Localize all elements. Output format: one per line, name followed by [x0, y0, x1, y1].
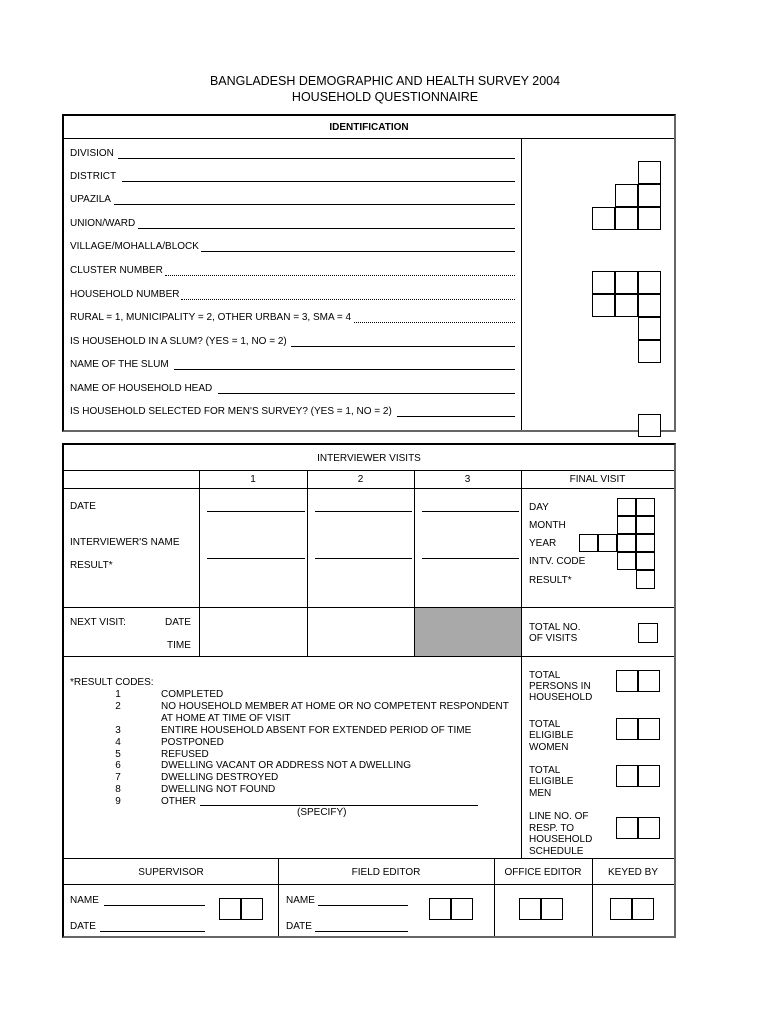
- household-code-box[interactable]: [615, 294, 638, 317]
- cluster-field[interactable]: [165, 275, 515, 276]
- month-box[interactable]: [617, 516, 636, 534]
- total-persons-label-3: HOUSEHOLD: [529, 692, 593, 703]
- upazila-code-box[interactable]: [592, 207, 615, 230]
- day-box[interactable]: [617, 498, 636, 516]
- district-field[interactable]: [122, 181, 515, 182]
- household-code-box[interactable]: [638, 294, 661, 317]
- next-time-label: TIME: [167, 640, 191, 651]
- next-visit-label: NEXT VISIT:: [70, 617, 126, 628]
- district-code-box[interactable]: [615, 184, 638, 207]
- visit3-date-field[interactable]: [422, 511, 519, 512]
- editor-name-field[interactable]: [318, 905, 408, 906]
- office-editor-code-box[interactable]: [541, 898, 563, 920]
- rural-field[interactable]: [354, 322, 515, 323]
- division-code-box[interactable]: [638, 161, 661, 184]
- result-code-text: COMPLETED: [161, 689, 224, 700]
- total-men-box[interactable]: [616, 765, 638, 787]
- total-women-label-3: WOMEN: [529, 742, 569, 753]
- total-persons-label-1: TOTAL: [529, 670, 561, 681]
- total-visits-label-1: TOTAL NO.: [529, 622, 581, 633]
- keyed-by-header: KEYED BY: [607, 867, 659, 878]
- total-women-box[interactable]: [616, 718, 638, 740]
- village-field[interactable]: [201, 251, 515, 252]
- result-code-number: 3: [115, 725, 121, 736]
- result-code-number: 8: [115, 784, 121, 795]
- result-code-text: AT HOME AT TIME OF VISIT: [161, 713, 291, 724]
- slum-label: IS HOUSEHOLD IN A SLUM? (YES = 1, NO = 2): [70, 336, 287, 347]
- result-code-text: DWELLING NOT FOUND: [161, 784, 276, 795]
- rural-label: RURAL = 1, MUNICIPALITY = 2, OTHER URBAN = 3, SMA = 4: [70, 312, 352, 323]
- visit1-name-field[interactable]: [207, 558, 305, 559]
- village-label: VILLAGE/MOHALLA/BLOCK: [70, 241, 199, 252]
- result-row-label: RESULT*: [70, 560, 113, 571]
- line-no-label-3: HOUSEHOLD: [529, 834, 593, 845]
- month-box[interactable]: [636, 516, 655, 534]
- household-code-box[interactable]: [592, 294, 615, 317]
- upazila-code-box[interactable]: [638, 207, 661, 230]
- identification-heading: IDENTIFICATION: [329, 122, 409, 133]
- form-subtitle: HOUSEHOLD QUESTIONNAIRE: [291, 90, 479, 104]
- rural-code-box[interactable]: [638, 317, 661, 340]
- next-date-label: DATE: [165, 617, 191, 628]
- mens-survey-code-box[interactable]: [638, 414, 661, 437]
- supervisor-code-box[interactable]: [241, 898, 263, 920]
- editor-date-label: DATE: [286, 921, 312, 932]
- result-code-number: 1: [115, 689, 121, 700]
- other-specify-field[interactable]: [200, 805, 478, 806]
- day-box[interactable]: [636, 498, 655, 516]
- division-field[interactable]: [118, 158, 515, 159]
- mens-survey-label: IS HOUSEHOLD SELECTED FOR MEN'S SURVEY? (YES = 1, NO = 2): [70, 406, 392, 417]
- total-women-label-2: ELIGIBLE: [529, 730, 574, 741]
- supervisor-date-field[interactable]: [100, 931, 205, 932]
- intv-code-box[interactable]: [617, 552, 636, 570]
- division-label: DIVISION: [70, 148, 114, 159]
- supervisor-header: SUPERVISOR: [138, 867, 204, 878]
- cluster-code-box[interactable]: [638, 271, 661, 294]
- visits-heading: INTERVIEWER VISITS: [317, 453, 421, 464]
- result-code-number: 5: [115, 749, 121, 760]
- year-box[interactable]: [579, 534, 598, 552]
- line-no-box[interactable]: [616, 817, 638, 839]
- supervisor-name-field[interactable]: [104, 905, 205, 906]
- result-code-number: 7: [115, 772, 121, 783]
- head-name-label: NAME OF HOUSEHOLD HEAD: [70, 383, 213, 394]
- form-title: BANGLADESH DEMOGRAPHIC AND HEALTH SURVEY 2004: [209, 74, 561, 88]
- total-persons-box[interactable]: [638, 670, 660, 692]
- total-visits-label-2: OF VISITS: [529, 633, 578, 644]
- result-code-text: DWELLING VACANT OR ADDRESS NOT A DWELLING: [161, 760, 412, 771]
- final-month-label: MONTH: [529, 520, 566, 531]
- total-persons-label-2: PERSONS IN: [529, 681, 591, 692]
- district-label: DISTRICT: [70, 171, 117, 182]
- district-code-box[interactable]: [638, 184, 661, 207]
- result-box[interactable]: [636, 570, 655, 589]
- upazila-code-box[interactable]: [615, 207, 638, 230]
- result-code-text: POSTPONED: [161, 737, 224, 748]
- visit-col-2: 2: [357, 474, 364, 485]
- total-men-label-3: MEN: [529, 788, 552, 799]
- office-editor-code-box[interactable]: [519, 898, 541, 920]
- interviewer-name-label: INTERVIEWER'S NAME: [70, 537, 180, 548]
- field-editor-header: FIELD EDITOR: [351, 867, 421, 878]
- household-number-label: HOUSEHOLD NUMBER: [70, 289, 180, 300]
- slum-field[interactable]: [291, 346, 515, 347]
- intv-code-box[interactable]: [636, 552, 655, 570]
- year-box[interactable]: [617, 534, 636, 552]
- editor-date-field[interactable]: [315, 931, 408, 932]
- household-number-field[interactable]: [181, 299, 515, 300]
- line-no-box[interactable]: [638, 817, 660, 839]
- visit-col-3: 3: [464, 474, 471, 485]
- date-row-label: DATE: [70, 501, 96, 512]
- supervisor-date-label: DATE: [70, 921, 96, 932]
- result-code-number: 6: [115, 760, 121, 771]
- upazila-field[interactable]: [114, 204, 515, 205]
- result-codes-heading: *RESULT CODES:: [70, 677, 154, 688]
- result-code-number: 9: [115, 796, 121, 807]
- visit3-name-field[interactable]: [422, 558, 519, 559]
- line-no-label-1: LINE NO. OF: [529, 811, 589, 822]
- total-men-label-2: ELIGIBLE: [529, 776, 574, 787]
- year-box[interactable]: [636, 534, 655, 552]
- shaded-cell: [415, 608, 521, 656]
- slum-name-label: NAME OF THE SLUM: [70, 359, 169, 370]
- final-day-label: DAY: [529, 502, 549, 513]
- slum-name-field[interactable]: [174, 369, 515, 370]
- visit2-name-field[interactable]: [315, 558, 412, 559]
- result-code-text: OTHER: [161, 796, 196, 807]
- editor-name-label: NAME: [286, 895, 315, 906]
- upazila-label: UPAZILA: [70, 194, 111, 205]
- cluster-code-box[interactable]: [592, 271, 615, 294]
- visit-col-1: 1: [250, 474, 256, 485]
- total-women-label-1: TOTAL: [529, 719, 561, 730]
- total-men-box[interactable]: [638, 765, 660, 787]
- editor-code-box[interactable]: [451, 898, 473, 920]
- specify-label: (SPECIFY): [297, 807, 347, 818]
- final-visit-header: FINAL VISIT: [569, 474, 626, 485]
- keyed-by-code-box[interactable]: [610, 898, 632, 920]
- slum-code-box[interactable]: [638, 340, 661, 363]
- total-men-label-1: TOTAL: [529, 765, 561, 776]
- total-persons-box[interactable]: [616, 670, 638, 692]
- cluster-label: CLUSTER NUMBER: [70, 265, 163, 276]
- keyed-by-code-box[interactable]: [632, 898, 654, 920]
- editor-code-box[interactable]: [429, 898, 451, 920]
- line-no-label-4: SCHEDULE: [529, 846, 584, 857]
- result-code-text: DWELLING DESTROYED: [161, 772, 279, 783]
- head-name-field[interactable]: [218, 393, 515, 394]
- union-ward-field[interactable]: [138, 228, 515, 229]
- visit2-date-field[interactable]: [315, 511, 412, 512]
- mens-survey-field[interactable]: [397, 416, 515, 417]
- line-no-label-2: RESP. TO: [529, 823, 575, 834]
- final-result-label: RESULT*: [529, 575, 572, 586]
- year-box[interactable]: [598, 534, 617, 552]
- result-code-text: ENTIRE HOUSEHOLD ABSENT FOR EXTENDED PERIOD OF TIME: [161, 725, 472, 736]
- result-code-number: 4: [115, 737, 121, 748]
- total-women-box[interactable]: [638, 718, 660, 740]
- visit1-date-field[interactable]: [207, 511, 305, 512]
- cluster-code-box[interactable]: [615, 271, 638, 294]
- result-code-number: 2: [115, 701, 121, 712]
- supervisor-name-label: NAME: [70, 895, 99, 906]
- office-editor-header: OFFICE EDITOR: [504, 867, 582, 878]
- final-intv-code-label: INTV. CODE: [529, 556, 586, 567]
- result-code-text: REFUSED: [161, 749, 209, 760]
- total-visits-box[interactable]: [638, 623, 658, 643]
- result-code-text: NO HOUSEHOLD MEMBER AT HOME OR NO COMPETENT RESPONDENT: [161, 701, 509, 712]
- supervisor-code-box[interactable]: [219, 898, 241, 920]
- union-ward-label: UNION/WARD: [70, 218, 136, 229]
- final-year-label: YEAR: [529, 538, 557, 549]
